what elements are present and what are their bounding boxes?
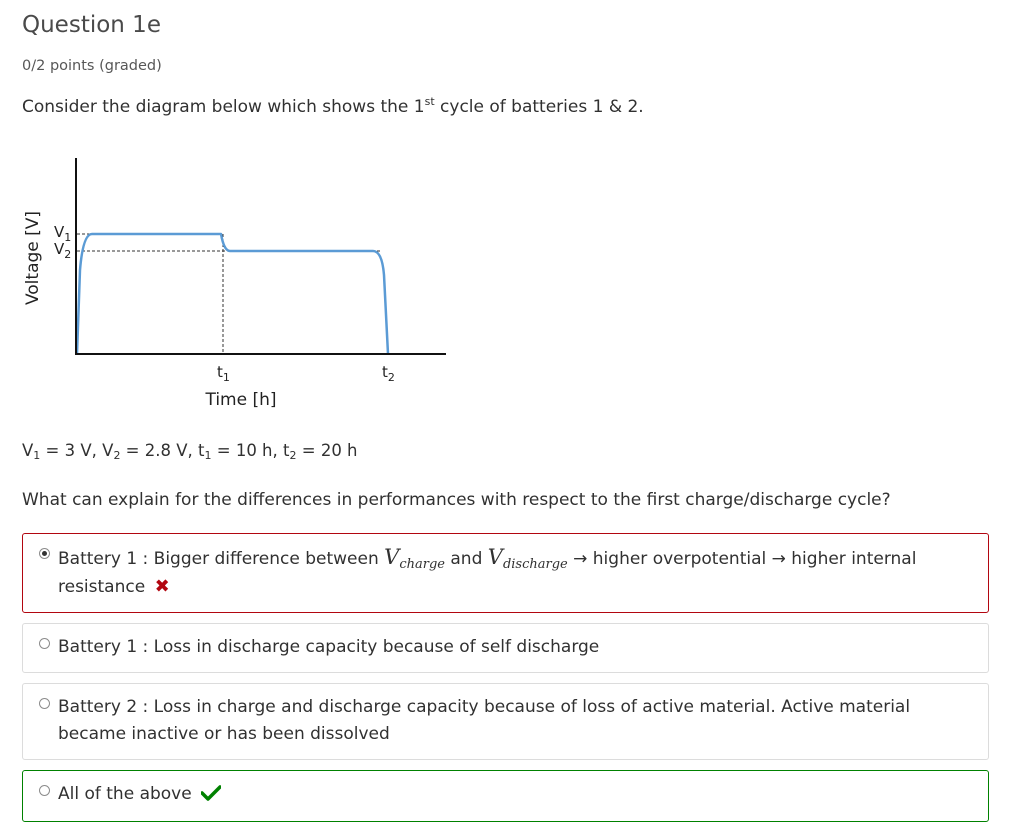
- answer-option-1[interactable]: [22, 533, 989, 613]
- question-points: 0/2 points (graded): [22, 58, 162, 74]
- answer-option-2[interactable]: [22, 623, 989, 673]
- x-icon: ✖: [154, 576, 170, 597]
- intro-text-start: Consider the diagram below which shows the 1: [22, 97, 425, 117]
- radio-button[interactable]: [39, 698, 50, 709]
- v1-label: $V_1$: [54, 223, 72, 244]
- answer-option-4[interactable]: [22, 770, 989, 822]
- intro-superscript: st: [424, 95, 435, 108]
- intro-text-end: cycle of batteries 1 & 2.: [434, 97, 644, 117]
- parameter-values: $V_1 = 3$ V, $V_2 = 2.8$ V, $t_1 = 10$ h, $t_2 = 20$ h: [22, 441, 358, 462]
- answer-option-3[interactable]: [22, 683, 989, 760]
- question-prompt: What can explain for the differences in performances with respect to the first charge/discharge cycle?: [22, 490, 891, 510]
- radio-button-selected[interactable]: [39, 548, 50, 559]
- question-title: Question 1e: [22, 12, 161, 38]
- x-axis-label: Time [h]: [205, 390, 277, 410]
- option-3-text: Battery 2 : Loss in charge and discharge capacity because of loss of active material. Active material became inactive or has been dissolved: [58, 697, 911, 744]
- t2-label: $t_2$: [382, 363, 395, 384]
- option-1-text: Battery 1 : Bigger difference between $V_{charge}$ and $V_{discharge}$ → higher overpotential → higher internal resistance: [58, 545, 917, 597]
- radio-button[interactable]: [39, 638, 50, 649]
- v2-label: $V_2$: [54, 240, 72, 261]
- question-intro: [22, 97, 644, 117]
- option-4-text: All of the above: [58, 784, 192, 804]
- battery-voltage-curve: [77, 234, 388, 354]
- answer-options: [22, 533, 989, 832]
- option-2-text: Battery 1 : Loss in discharge capacity because of self discharge: [58, 637, 600, 657]
- radio-button[interactable]: [39, 785, 50, 796]
- voltage-time-diagram: [18, 150, 458, 420]
- t1-label: $t_1$: [217, 363, 230, 384]
- checkmark-icon: [201, 783, 221, 810]
- y-axis-label: Voltage [V]: [23, 210, 43, 306]
